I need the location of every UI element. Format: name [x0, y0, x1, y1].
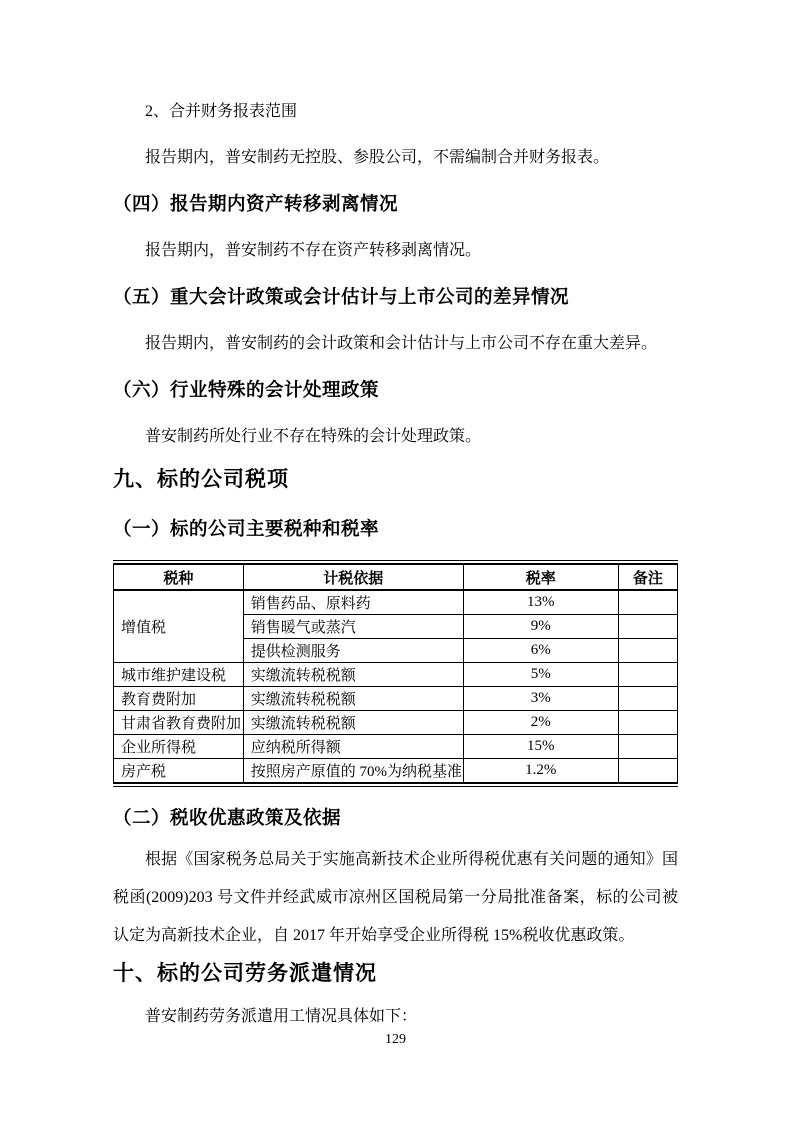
- tax-basis-cell: 提供检测服务: [243, 639, 463, 663]
- table-row: [114, 590, 678, 615]
- para-consolidated-scope: 报告期内，普安制药无控股、参股公司，不需编制合并财务报表。: [145, 149, 610, 166]
- tax-rate-cell: 5%: [463, 663, 618, 687]
- note-cell: [618, 590, 677, 615]
- para-section-4: 报告期内，普安制药不存在资产转移剥离情况。: [145, 242, 482, 259]
- tax-type-cell: 教育费附加: [114, 687, 244, 711]
- table-row: [114, 759, 678, 784]
- para-tax-incentive-policy: 根据《国家税务总局关于实施高新技术企业所得税优惠有关问题的通知》国税函(2009)203 号文件并经武威市凉州区国税局第一分局批准备案，标的公司被认定为高新技术企业，自 2017 年开始享受企业所得税 15%税收优惠政策。: [113, 851, 678, 944]
- para-labor-dispatch: 普安制药劳务派遣用工情况具体如下：: [145, 1008, 418, 1025]
- header-tax-rate: 税率: [463, 564, 618, 590]
- tax-type-cell: 增值税: [114, 590, 244, 663]
- tax-rate-cell: 6%: [463, 639, 618, 663]
- tax-basis-cell: 实缴流转税税额: [243, 663, 463, 687]
- page-number: 129: [385, 1032, 406, 1047]
- tax-type-cell: 甘肃省教育费附加: [114, 711, 244, 735]
- note-cell: [618, 663, 677, 687]
- header-note: 备注: [618, 564, 677, 590]
- tax-rate-table: [113, 560, 678, 787]
- header-tax-type: 税种: [114, 564, 244, 590]
- tax-rate-cell: 15%: [463, 735, 618, 759]
- note-cell: [618, 615, 677, 639]
- header-tax-basis: 计税依据: [243, 564, 463, 590]
- tax-type-cell: 城市维护建设税: [114, 663, 244, 687]
- heading-section-6: （六）行业特殊的会计处理政策: [113, 379, 380, 400]
- heading-section-9-1: （一）标的公司主要税种和税率: [113, 518, 380, 539]
- table-row: [114, 663, 678, 687]
- para-section-5: 报告期内，普安制药的会计政策和会计估计与上市公司不存在重大差异。: [145, 335, 658, 352]
- note-cell: [618, 687, 677, 711]
- note-cell: [618, 735, 677, 759]
- tax-basis-cell: 销售暖气或蒸汽: [243, 615, 463, 639]
- tax-rate-cell: 1.2%: [463, 759, 618, 784]
- para-section-6: 普安制药所处行业不存在特殊的会计处理政策。: [145, 428, 482, 445]
- tax-rate-cell: 3%: [463, 687, 618, 711]
- heading-section-5: （五）重大会计政策或会计估计与上市公司的差异情况: [113, 286, 570, 307]
- tax-basis-cell: 实缴流转税税额: [243, 687, 463, 711]
- table-row: [114, 735, 678, 759]
- tax-type-cell: 房产税: [114, 759, 244, 784]
- table-row: [114, 711, 678, 735]
- table-header-row: [114, 564, 678, 590]
- table-row: [114, 687, 678, 711]
- note-cell: [618, 639, 677, 663]
- tax-basis-cell: 销售药品、原料药: [243, 590, 463, 615]
- tax-basis-cell: 按照房产原值的 70%为纳税基准: [243, 759, 463, 784]
- tax-rate-cell: 2%: [463, 711, 618, 735]
- tax-basis-cell: 应纳税所得额: [243, 735, 463, 759]
- tax-rate-cell: 13%: [463, 590, 618, 615]
- heading-chapter-9: 九、标的公司税项: [113, 468, 289, 491]
- note-cell: [618, 711, 677, 735]
- tax-type-cell: 企业所得税: [114, 735, 244, 759]
- tax-rate-cell: 9%: [463, 615, 618, 639]
- tax-basis-cell: 实缴流转税税额: [243, 711, 463, 735]
- heading-chapter-10: 十、标的公司劳务派遣情况: [113, 962, 377, 985]
- list-item-consolidated-scope: 2、合并财务报表范围: [145, 103, 298, 120]
- heading-section-9-2: （二）税收优惠政策及依据: [113, 807, 342, 828]
- heading-section-4: （四）报告期内资产转移剥离情况: [113, 193, 399, 214]
- note-cell: [618, 759, 677, 784]
